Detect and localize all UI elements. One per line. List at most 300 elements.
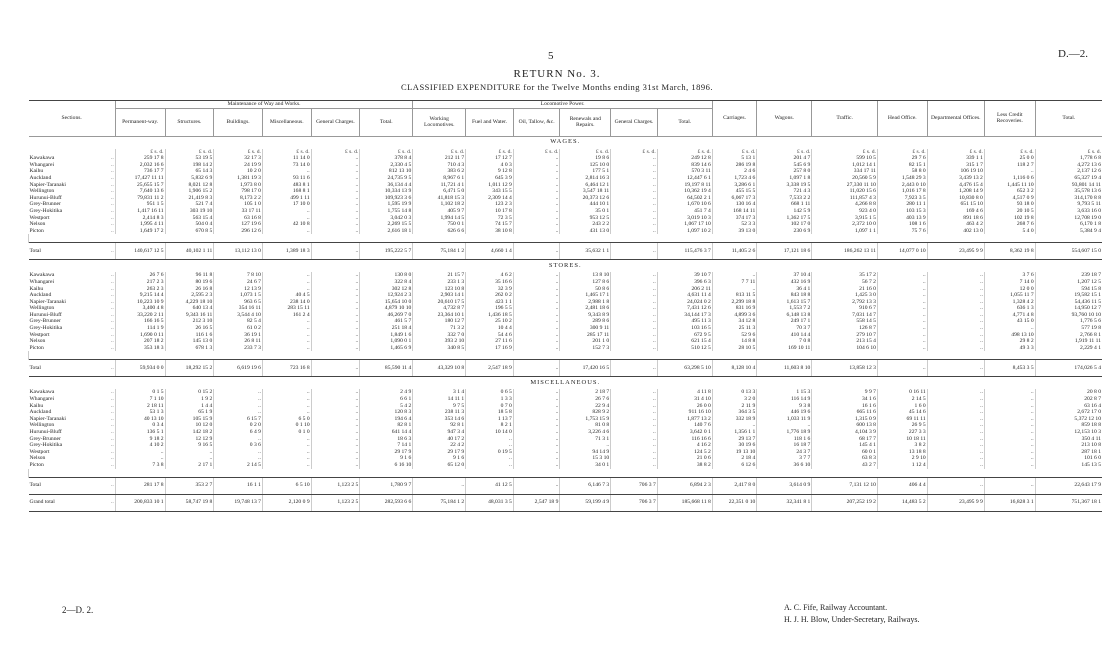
amount-cell: 24 19 9	[214, 162, 263, 169]
grand-total-cell: 185,668 11 8	[657, 494, 712, 511]
amount-cell: ..	[513, 208, 560, 215]
table-row	[29, 422, 1103, 429]
amount-cell: ..	[513, 325, 560, 332]
amount-cell: 28 10 5	[712, 345, 756, 352]
amount-cell: 1,356 1 1	[712, 429, 756, 436]
amount-cell: 72 3 5	[466, 215, 514, 222]
amount-cell: 7,640 13 6	[115, 188, 165, 195]
table-row	[29, 318, 1103, 325]
amount-cell: 6,471 5 0	[413, 188, 466, 195]
amount-cell: ..	[927, 396, 984, 403]
amount-cell: 9,343 8 9	[560, 312, 611, 319]
amount-cell: 5 4 2	[360, 403, 413, 410]
section-name: Picton	[29, 344, 44, 351]
amount-cell: 1,973 8 0	[214, 182, 263, 189]
total-cell: ..	[927, 477, 984, 494]
page-number: 5	[548, 50, 554, 62]
amount-cell: 314,170 8 8	[1035, 195, 1102, 202]
amount-cell: 71 3 2	[413, 325, 466, 332]
amount-cell: 403 13 9	[877, 215, 927, 222]
amount-cell: 1,208 14 9	[927, 188, 984, 195]
amount-cell: 26 7 6	[560, 396, 611, 403]
total-cell: 41 12 5	[466, 477, 514, 494]
amount-cell: 302 12 8	[360, 286, 413, 293]
amount-cell: ..	[984, 168, 1035, 175]
amount-cell: 64,502 2 1	[657, 195, 712, 202]
section-name: Auckland	[29, 409, 52, 416]
loco-general-charges-header: General Charges.	[611, 108, 658, 136]
grand-total-row	[29, 494, 1103, 511]
amount-cell: ..	[513, 305, 560, 312]
total-cell: 11,603 8 10	[757, 360, 812, 377]
amount-cell: 405 9 7	[413, 208, 466, 215]
total-cell: ..	[984, 477, 1035, 494]
renewals-repairs-header: Renewals and Repairs.	[560, 108, 611, 136]
total-cell: 22,643 17 9	[1035, 477, 1102, 494]
amount-cell: ..	[466, 455, 514, 462]
amount-cell: 2,299 18 8	[712, 299, 756, 306]
amount-cell: 105 15 9	[165, 416, 214, 423]
total-cell: 6,619 19 6	[214, 360, 263, 377]
amount-cell: 54,436 11 5	[1035, 299, 1102, 306]
total-cell: 115,476 3 7	[657, 243, 712, 260]
amount-cell: ..	[611, 272, 658, 279]
amount-cell: 35 17 2	[812, 272, 878, 279]
leader-dots: ..	[111, 338, 114, 345]
currency-unit-label: £ s. d.	[812, 149, 878, 156]
amount-cell: ..	[311, 201, 360, 208]
amount-cell: 9 16 5	[165, 442, 214, 449]
amount-cell: 831 16 9	[712, 305, 756, 312]
leader-dots: ..	[111, 429, 114, 435]
amount-cell: ..	[927, 286, 984, 293]
amount-cell: ..	[262, 442, 311, 449]
leader-dots: ..	[111, 461, 114, 468]
amount-cell: 60 0 1	[812, 449, 878, 456]
amount-cell: ..	[611, 162, 658, 169]
section-name: Picton	[29, 227, 44, 234]
amount-cell: ..	[311, 396, 360, 403]
amount-cell: 296 12 6	[214, 228, 263, 235]
amount-cell: 5 13 1	[712, 155, 756, 162]
amount-cell: 20,373 12 6	[560, 195, 611, 202]
table-row	[29, 162, 1103, 169]
amount-cell: 7,031 14 7	[812, 312, 878, 319]
amount-cell: 315 1 7	[927, 162, 984, 169]
amount-cell: 238 11 3	[413, 409, 466, 416]
total-cell: 35,632 1 1	[560, 243, 611, 260]
oil-tallow-header: Oil, Tallow, &c.	[513, 108, 560, 136]
amount-cell: ..	[513, 338, 560, 345]
amount-cell: ..	[311, 409, 360, 416]
section-name: Napier-Taranaki	[29, 181, 66, 188]
amount-cell: 9 1 6	[360, 455, 413, 462]
amount-cell: ..	[311, 325, 360, 332]
total-cell: 140,617 12 5	[115, 243, 165, 260]
amount-cell: ..	[311, 345, 360, 352]
amount-cell: 4,272 13 6	[1035, 162, 1102, 169]
leader-dots: ..	[103, 243, 116, 260]
amount-cell: 239 18 7	[1035, 272, 1102, 279]
leader-dots: ..	[111, 278, 114, 285]
amount-cell: 3,547 18 11	[560, 188, 611, 195]
amount-cell: ..	[466, 442, 514, 449]
amount-cell: ..	[311, 286, 360, 293]
leader-dots: ..	[111, 298, 114, 305]
amount-cell: 25,655 15 7	[115, 182, 165, 189]
amount-cell: 843 18 8	[757, 292, 812, 299]
amount-cell: 393 2 10	[413, 338, 466, 345]
grand-total-cell: 282,593 6 6	[360, 494, 413, 511]
amount-cell: 3 8 2	[877, 442, 927, 449]
spacer	[29, 351, 1103, 360]
currency-unit-label: £ s. d.	[165, 149, 214, 156]
amount-cell: ..	[214, 389, 263, 396]
leader-dots: ..	[111, 305, 114, 312]
amount-cell: ..	[513, 188, 560, 195]
amount-cell: 194 6 4	[360, 416, 413, 423]
amount-cell: 58 8 0	[877, 168, 927, 175]
amount-cell: 332 18 9	[712, 416, 756, 423]
amount-cell: 32 17 3	[214, 155, 263, 162]
currency-unit-label: £ s. d.	[877, 149, 927, 156]
amount-cell: ..	[115, 449, 165, 456]
amount-cell: 29 13 7	[712, 436, 756, 443]
amount-cell: 36 19 1	[214, 332, 263, 339]
amount-cell: 1,362 17 5	[757, 215, 812, 222]
amount-cell: 1,067 17 10	[657, 221, 712, 228]
head-office-header: Head Office.	[877, 101, 927, 137]
amount-cell: 14 11 1	[413, 396, 466, 403]
amount-cell: 504 0 4	[165, 221, 214, 228]
amount-cell: 353 18 3	[115, 345, 165, 352]
amount-cell: 0 1 10	[262, 422, 311, 429]
total-cell: ..	[513, 477, 560, 494]
amount-cell: 577 19 8	[1035, 325, 1102, 332]
amount-cell: 2 4 6	[712, 168, 756, 175]
return-title: RETURN No. 3.	[513, 68, 601, 80]
amount-cell: 126 8 7	[812, 325, 878, 332]
section-name: Wellington	[29, 188, 55, 195]
total-cell: 85,590 11 4	[360, 360, 413, 377]
amount-cell: 2,595 2 3	[165, 292, 214, 299]
amount-cell: 81 0 8	[560, 422, 611, 429]
amount-cell: ..	[513, 175, 560, 182]
amount-cell: 19 8 6	[560, 155, 611, 162]
traffic-header: Traffic.	[812, 101, 878, 137]
leader-dots: ..	[111, 325, 114, 332]
maintenance-group-header: Maintenance of Way and Works.	[115, 101, 412, 109]
amount-cell: 27,330 11 10	[812, 182, 878, 189]
currency-unit-label: £ s. d.	[927, 149, 984, 156]
amount-cell: ..	[877, 286, 927, 293]
amount-cell: 0 6 5	[466, 389, 514, 396]
amount-cell: 45 14 6	[877, 409, 927, 416]
total-cell: 723 16 8	[262, 360, 311, 377]
amount-cell: ..	[513, 429, 560, 436]
grand-total-cell: 22,351 0 10	[712, 494, 756, 511]
amount-cell: 63 16 8	[214, 215, 263, 222]
amount-cell: 636 1 3	[984, 305, 1035, 312]
amount-cell: 5 4 0	[984, 228, 1035, 235]
amount-cell: ..	[513, 455, 560, 462]
amount-cell: 82 8 1	[360, 422, 413, 429]
amount-cell: ..	[611, 338, 658, 345]
amount-cell: 166 16 5	[115, 318, 165, 325]
amount-cell: 710 4 3	[413, 162, 466, 169]
amount-cell: 1,755 14 8	[360, 208, 413, 215]
amount-cell: ..	[984, 416, 1035, 423]
spacer	[29, 469, 1103, 478]
amount-cell: ..	[214, 403, 263, 410]
amount-cell: 2 4 9	[360, 389, 413, 396]
amount-cell: 1,613 15 7	[757, 299, 812, 306]
amount-cell: 249 17 1	[757, 318, 812, 325]
amount-cell: 24,735 9 5	[360, 175, 413, 182]
amount-cell: 116 16 6	[657, 436, 712, 443]
grand-total-cell: 14,483 5 2	[877, 494, 927, 511]
leader-dots: ..	[111, 214, 114, 221]
amount-cell: 31 4 10	[657, 396, 712, 403]
amount-cell: 145 4 1	[812, 442, 878, 449]
grand-total-cell: 19,748 13 7	[214, 494, 263, 511]
carriages-header: Carriages.	[712, 101, 756, 137]
amount-cell: ..	[984, 462, 1035, 469]
section-name: Kaihu	[29, 402, 44, 409]
amount-cell: 0 1 0	[262, 429, 311, 436]
table-row	[29, 188, 1103, 195]
amount-cell: 813 11 5	[712, 292, 756, 299]
amount-cell: 73 14 0	[262, 162, 311, 169]
amount-cell: 6 4 9	[214, 429, 263, 436]
amount-cell: 13 8 10	[560, 272, 611, 279]
amount-cell: 279 10 7	[812, 332, 878, 339]
table-row	[29, 299, 1103, 306]
amount-cell: 812 13 10	[360, 168, 413, 175]
amount-cell: 1 4 4	[165, 403, 214, 410]
amount-cell: 963 6 5	[214, 299, 263, 306]
amount-cell: ..	[311, 455, 360, 462]
amount-cell: 1,778 6 8	[1035, 155, 1102, 162]
amount-cell: 102 19 8	[984, 215, 1035, 222]
total-cell: 8,362 19 8	[984, 243, 1035, 260]
amount-cell: 640 13 4	[165, 305, 214, 312]
amount-cell: 34 1 6	[812, 396, 878, 403]
table-row	[29, 175, 1103, 182]
leader-dots: ..	[111, 207, 114, 214]
amount-cell: ..	[611, 201, 658, 208]
amount-cell: 25 11 3	[712, 325, 756, 332]
amount-cell: 111,857 4 3	[812, 195, 878, 202]
amount-cell: ..	[611, 389, 658, 396]
amount-cell: 839 14 6	[657, 162, 712, 169]
leader-dots: ..	[111, 396, 114, 403]
currency-unit-label: £ s. d.	[1035, 149, 1102, 156]
amount-cell: 206 2 11	[657, 286, 712, 293]
amount-cell: 198 14 2	[165, 162, 214, 169]
amount-cell: 1,097 1 1	[812, 228, 878, 235]
amount-cell: ..	[311, 279, 360, 286]
total-cell: 17,420 16 5	[560, 360, 611, 377]
section-name: Whangarei	[29, 396, 55, 403]
amount-cell: 212 3 10	[165, 318, 214, 325]
amount-cell: 7 3 8	[115, 462, 165, 469]
amount-cell: 54 4 6	[466, 332, 514, 339]
amount-cell: ..	[611, 155, 658, 162]
table-row	[29, 345, 1103, 352]
amount-cell: 102 17 0	[757, 221, 812, 228]
amount-cell: 10 17 8	[466, 208, 514, 215]
amount-cell: 46,269 7 0	[360, 312, 413, 319]
amount-cell: ..	[984, 389, 1035, 396]
amount-cell: 40 17 2	[413, 436, 466, 443]
amount-cell: ..	[927, 332, 984, 339]
amount-cell: 18 6 3	[360, 436, 413, 443]
amount-cell: 1 6 0	[877, 403, 927, 410]
amount-cell: ..	[311, 272, 360, 279]
total-cell: 2,547 18 9	[466, 360, 514, 377]
amount-cell: 498 13 10	[984, 332, 1035, 339]
amount-cell: 1,328 4 2	[984, 299, 1035, 306]
leader-dots: ..	[111, 161, 114, 168]
amount-cell: 446 19 6	[757, 409, 812, 416]
amount-cell: 103 16 5	[657, 325, 712, 332]
amount-cell: 923 4 0	[812, 208, 878, 215]
amount-cell: 3,439 13 2	[927, 175, 984, 182]
amount-cell: 6 5 0	[262, 416, 311, 423]
amount-cell: ..	[513, 286, 560, 293]
fuel-water-header: Fuel and Water.	[466, 108, 514, 136]
table-row	[29, 396, 1103, 403]
structures-header: Structures.	[165, 108, 214, 136]
amount-cell: 2,229 4 1	[1035, 345, 1102, 352]
amount-cell: 10 14 0	[466, 429, 514, 436]
amount-cell: ..	[262, 396, 311, 403]
amount-cell: 94 14 9	[560, 449, 611, 456]
amount-cell: ..	[513, 442, 560, 449]
leader-dots: ..	[111, 402, 114, 409]
loco-total-header: Total.	[657, 108, 712, 136]
amount-cell: 4 16 2	[657, 442, 712, 449]
section-name: Hurunui-Bluff	[29, 429, 62, 435]
table-row	[29, 462, 1103, 469]
amount-cell: 6,170 1 8	[1035, 221, 1102, 228]
grand-total-cell: 58,747 19 8	[165, 494, 214, 511]
amount-cell: 12 13 9	[214, 286, 263, 293]
amount-cell: ..	[466, 436, 514, 443]
total-cell: 353 2 7	[165, 477, 214, 494]
amount-cell: 600 13 8	[812, 422, 878, 429]
amount-cell: 1,033 11 9	[757, 416, 812, 423]
amount-cell: 21 16 0	[812, 286, 878, 293]
amount-cell: 79,831 11 2	[115, 195, 165, 202]
section-name: Kaihu	[29, 285, 44, 292]
amount-cell: ..	[311, 155, 360, 162]
amount-cell: ..	[611, 332, 658, 339]
section-name: Grey-Brunner	[29, 318, 61, 325]
amount-cell: ..	[927, 312, 984, 319]
amount-cell: ..	[712, 286, 756, 293]
amount-cell: ..	[877, 318, 927, 325]
amount-cell: 6 6 1	[360, 396, 413, 403]
amount-cell: ..	[877, 332, 927, 339]
total-cell: 1,389 18 3	[262, 243, 311, 260]
amount-cell: 2 18 7	[560, 389, 611, 396]
amount-cell: ..	[877, 305, 927, 312]
amount-cell: 859 18 8	[1035, 422, 1102, 429]
amount-cell: 0 16 11	[877, 389, 927, 396]
amount-cell: 21 15 7	[413, 272, 466, 279]
amount-cell: 116 14 9	[757, 396, 812, 403]
amount-cell: 350 4 11	[1035, 436, 1102, 443]
amount-cell: 1,649 17 2	[115, 228, 165, 235]
amount-cell: ..	[466, 462, 514, 469]
section-name: Grey-Hokitika	[29, 207, 63, 214]
amount-cell: 1,012 14 1	[812, 162, 878, 169]
amount-cell: 2,414 8 3	[115, 215, 165, 222]
amount-cell: 665 11 6	[812, 409, 878, 416]
departmental-offices-header: Departmental Offices.	[927, 101, 984, 137]
amount-cell: ..	[311, 299, 360, 306]
leader-dots: ..	[111, 181, 114, 188]
amount-cell: ..	[927, 429, 984, 436]
amount-cell: 4,517 0 9	[984, 195, 1035, 202]
amount-cell: 35,578 13 6	[1035, 188, 1102, 195]
amount-cell: 651 15 10	[927, 201, 984, 208]
amount-cell: 33 17 11	[214, 208, 263, 215]
amount-cell: 322 8 4	[360, 279, 413, 286]
amount-cell: ..	[262, 228, 311, 235]
amount-cell: 75 7 6	[877, 228, 927, 235]
leader-dots: ..	[111, 155, 114, 162]
amount-cell: 7 14 0	[984, 279, 1035, 286]
leader-dots: ..	[111, 285, 114, 292]
amount-cell: ..	[712, 422, 756, 429]
amount-cell: 1,445 11 10	[984, 182, 1035, 189]
amount-cell: 1,995 4 11	[115, 221, 165, 228]
amount-cell: ..	[311, 429, 360, 436]
amount-cell: ..	[611, 228, 658, 235]
amount-cell: 8 2 1	[466, 422, 514, 429]
amount-cell: ..	[115, 455, 165, 462]
amount-cell: 1,315 0 9	[812, 416, 878, 423]
amount-cell: 12,708 19 0	[1035, 215, 1102, 222]
amount-cell: ..	[513, 436, 560, 443]
amount-cell: 92 8 1	[413, 422, 466, 429]
amount-cell: 30 19 6	[712, 442, 756, 449]
leader-dots: ..	[111, 188, 114, 195]
amount-cell: 2,988 1 8	[560, 299, 611, 306]
amount-cell: 23,364 10 1	[413, 312, 466, 319]
amount-cell: ..	[611, 279, 658, 286]
table-row	[29, 332, 1103, 339]
credit-recoveries-header: Less Credit Recoveries.	[984, 101, 1035, 137]
currency-unit-label: £ s. d.	[413, 149, 466, 156]
amount-cell: ..	[513, 396, 560, 403]
section-name: Hurunui-Bluff	[29, 311, 62, 318]
amount-cell: 201 1 0	[560, 338, 611, 345]
amount-cell: 343 15 5	[466, 188, 514, 195]
amount-cell: 8,967 6 1	[413, 175, 466, 182]
table-row	[29, 201, 1103, 208]
leader-dots: ..	[111, 194, 114, 201]
amount-cell: 142 5 9	[757, 208, 812, 215]
amount-cell: 53 19 5	[165, 155, 214, 162]
amount-cell: ..	[311, 162, 360, 169]
amount-cell: 1,723 4 6	[712, 175, 756, 182]
amount-cell: 2,269 15 5	[360, 221, 413, 228]
amount-cell: ..	[214, 455, 263, 462]
